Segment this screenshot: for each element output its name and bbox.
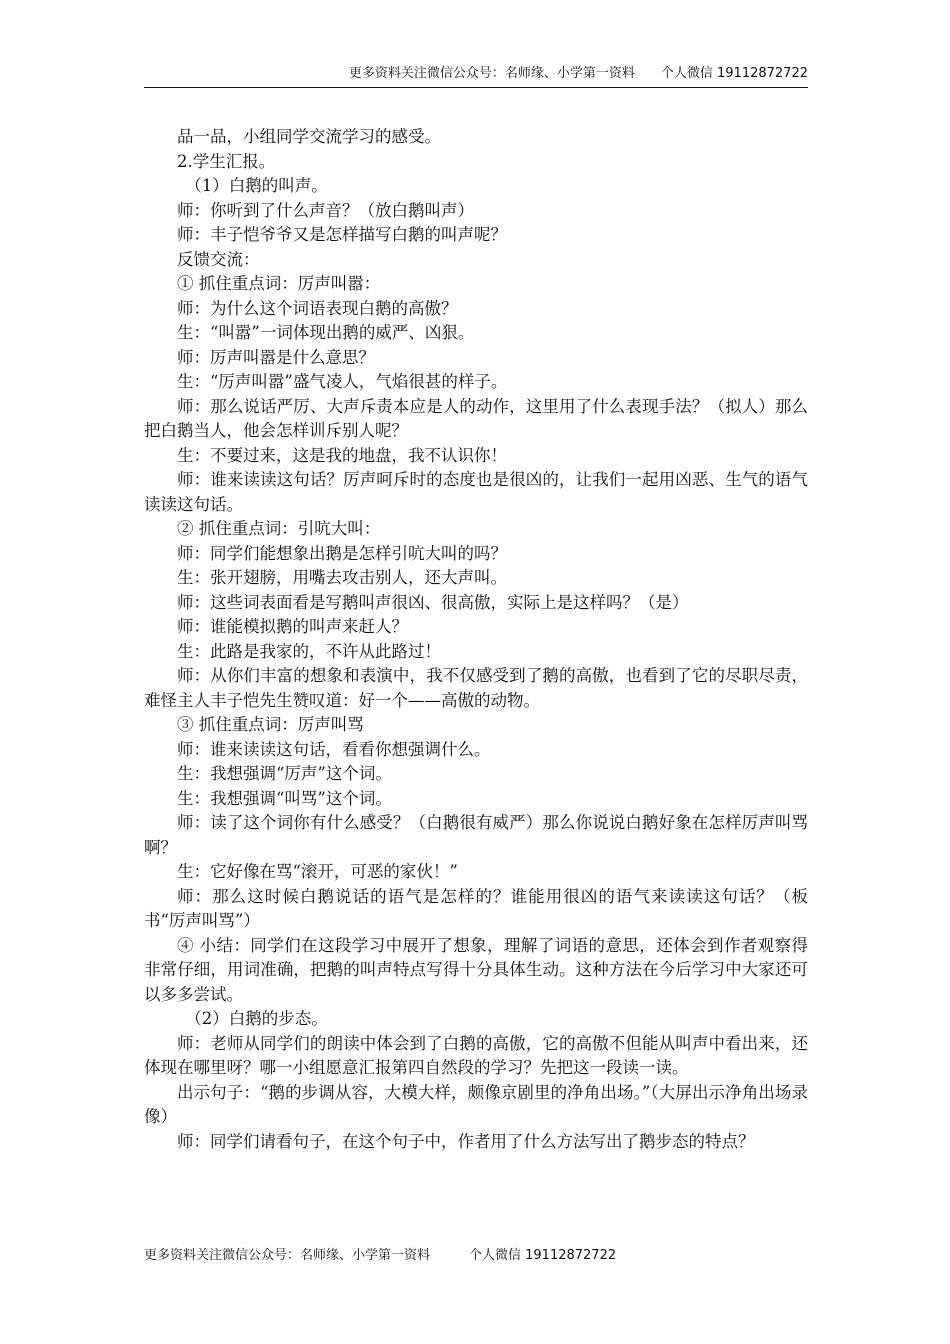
paragraph: 师：老师从同学们的朗读中体会到了白鹅的高傲，它的高傲不但能从叫声中看出来，还体现在哪里呀？哪一小组愿意汇报第四自然段的学习？先把这一段读一读。 xyxy=(144,1033,808,1077)
paragraph: 品一品，小组同学交流学习的感受。 xyxy=(177,127,441,146)
paragraph: ① 抓住重点词：厉声叫嚣： xyxy=(177,274,381,293)
paragraph: 生：张开翅膀，用嘴去攻击别人，还大声叫。 xyxy=(177,568,507,587)
paragraph: ② 抓住重点词：引吭大叫： xyxy=(177,519,381,538)
paragraph: 出示句子：“鹅的步调从容，大模大样，颇像京剧里的净角出场。”（大屏出示净角出场录像） xyxy=(144,1082,808,1126)
paragraph: ③ 抓住重点词：厉声叫骂 xyxy=(177,715,364,734)
paragraph: 师：谁来读读这句话，看看你想强调什么。 xyxy=(177,739,491,759)
paragraph: 师：谁能模拟鹅的叫声来赶人？ xyxy=(177,617,408,636)
paragraph: （1）白鹅的叫声。 xyxy=(185,176,328,195)
paragraph: 生：我想强调“叫骂”这个词。 xyxy=(177,788,392,808)
paragraph: 生：“厉声叫嚣”盛气凌人，气焰很甚的样子。 xyxy=(177,372,508,391)
paragraph: 生：不要过来，这是我的地盘，我不认识你！ xyxy=(177,445,507,465)
page-footer: 更多资料关注微信公众号：名师缘、小学第一资料 个人微信 19112872722 xyxy=(144,1248,617,1263)
paragraph: 师：读了这个词你有什么感受？（白鹅很有威严）那么你说说白鹅好象在怎样厉声叫骂啊？ xyxy=(144,813,808,857)
paragraph: 生：“叫嚣”一词体现出鹅的威严、凶狠。 xyxy=(177,323,475,342)
paragraph: 师：谁来读读这句话？厉声呵斥时的态度也是很凶的，让我们一起用凶恶、生气的语气读读这句话。 xyxy=(144,470,808,514)
paragraph: 生：它好像在骂“滚开，可恶的家伙！” xyxy=(177,862,458,881)
paragraph: 师：同学们请看句子，在这个句子中，作者用了什么方法写出了鹅步态的特点？ xyxy=(177,1131,755,1151)
paragraph: 师：厉声叫嚣是什么意思？ xyxy=(177,347,375,367)
paragraph: 师：同学们能想象出鹅是怎样引吭大叫的吗？ xyxy=(177,543,507,563)
page-header: 更多资料关注微信公众号：名师缘、小学第一资料 个人微信 19112872722 xyxy=(348,66,808,81)
paragraph: 师：你听到了什么声音？（放白鹅叫声） xyxy=(177,200,474,220)
paragraph: （2）白鹅的步态。 xyxy=(185,1009,328,1028)
paragraph: 师：这些词表面看是写鹅叫声很凶、很高傲，实际上是这样吗？（是） xyxy=(177,592,689,612)
paragraph: 师：从你们丰富的想象和表演中，我不仅感受到了鹅的高傲，也看到了它的尽职尽责，难怪主人丰子恺先生赞叹道：好一个——高傲的动物。 xyxy=(144,666,808,710)
paragraph: 师：丰子恺爷爷又是怎样描写白鹅的叫声呢？ xyxy=(177,225,507,244)
paragraph: ④ 小结：同学们在这段学习中展开了想象，理解了词语的意思，还体会到作者观察得非常仔细，用词准确，把鹅的叫声特点写得十分具体生动。这种方法在今后学习中大家还可以多多尝试。 xyxy=(144,935,808,1004)
paragraph: 师：那么说话严厉、大声斥责本应是人的动作，这里用了什么表现手法？（拟人）那么把白鹅当人，他会怎样训斥别人呢？ xyxy=(144,396,808,440)
paragraph: 师：那么这时候白鹅说话的语气是怎样的？谁能用很凶的语气来读读这句话？（板书“厉声叫骂”） xyxy=(144,886,808,930)
paragraph: 师：为什么这个词语表现白鹅的高傲？ xyxy=(177,298,458,318)
paragraph: 反馈交流： xyxy=(177,249,260,269)
paragraph: 生：我想强调“厉声”这个词。 xyxy=(177,764,392,783)
header-divider xyxy=(144,87,808,88)
document-body xyxy=(144,125,808,1154)
paragraph: 2.学生汇报。 xyxy=(177,151,276,171)
paragraph: 生：此路是我家的，不许从此路过！ xyxy=(177,641,441,661)
